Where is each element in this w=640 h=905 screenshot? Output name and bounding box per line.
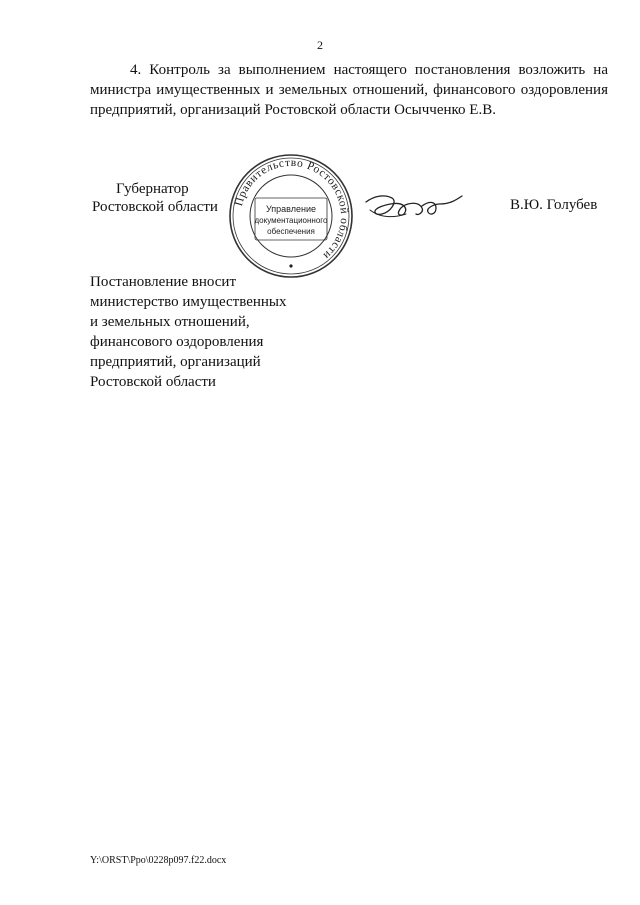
stamp-ring-text: Правительство Ростовской области [233,156,351,262]
note-line: и земельных отношений, [90,314,250,330]
note-line: министерство имущественных [90,294,287,310]
submission-note [90,272,287,392]
note-line: финансового оздоровления [90,334,264,350]
stamp-inner-line3: обеспечения [267,227,315,236]
note-line: Ростовской области [90,374,216,390]
paragraph-item-4: 4. Контроль за выполнением настоящего постановления возложить на министра имущественных и земельных отношений, финансового оздоровления предприятий, организаций Ростовской области Осычченко Е.В. [90,62,608,118]
signatory-title-line1: Губернатор [116,181,189,197]
note-line: предприятий, организаций [90,354,261,370]
page-number: 2 [317,38,323,52]
stamp-inner-line2: документационного [254,216,328,225]
signatory-name: В.Ю. Голубев [510,197,598,213]
official-stamp [227,152,355,280]
note-line: Постановление вносит [90,274,237,290]
signatory-title [92,180,218,216]
signatory-title-line2: Ростовской области [92,199,218,215]
file-path-footer: Y:\ORST\Ppo\0228p097.f22.docx [90,855,227,866]
handwritten-signature [360,180,480,230]
stamp-inner-line1: Управление [265,204,317,214]
